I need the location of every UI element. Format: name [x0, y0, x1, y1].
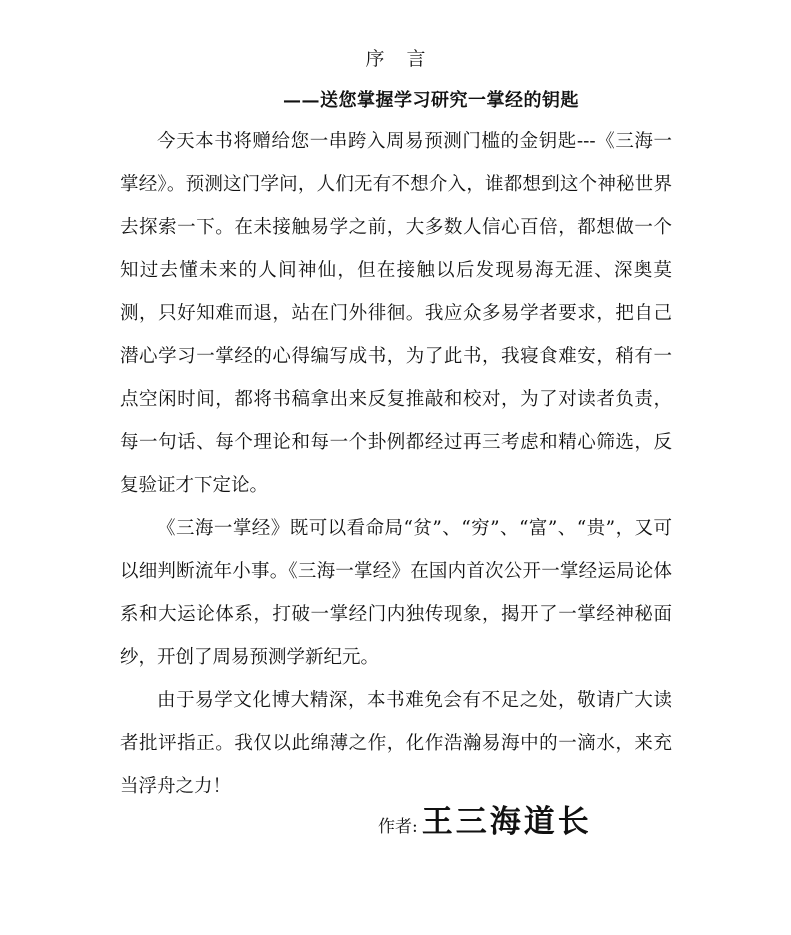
title-char-1: 序: [365, 48, 385, 70]
document-body: [120, 120, 672, 808]
paragraph-1: 今天本书将赠给您一串跨入周易预测门槛的金钥匙---《三海一掌经》。预测这门学问，人们无有不想介入，谁都想到这个神秘世界去探索一下。在未接触易学之前，大多数人信心百倍，都想做一个知过去懂未来的人间神仙，但在接触以后发现易海无涯、深奥莫测，只好知难而退，站在门外徘徊。我应众多易学者要求，把自己潜心学习一掌经的心得编写成书，为了此书，我寝食难安，稍有一点空闲时间，都将书稿拿出来反复推敲和校对，为了对读者负责，每一句话、每个理论和每一个卦例都经过再三考虑和精心筛选，反复验证才下定论。: [120, 131, 672, 496]
page-title: [0, 44, 791, 71]
author-signature: [378, 796, 592, 841]
title-char-2: 言: [406, 48, 426, 70]
author-label: 作者:: [378, 817, 418, 837]
author-name: 王三海道长: [421, 804, 592, 840]
paragraph-2: 《三海一掌经》既可以看命局“贫”、“穷”、“富”、“贵”，又可以细判断流年小事。《三海一掌经》在国内首次公开一掌经运局论体系和大运论体系，打破一掌经门内独传现象，揭开了一掌经神秘面纱，开创了周易预测学新纪元。: [120, 518, 672, 668]
page-subtitle: ——送您掌握学习研究一掌经的钥匙: [283, 90, 579, 111]
paragraph-3: 由于易学文化博大精深，本书难免会有不足之处，敬请广大读者批评指正。我仅以此绵薄之作，化作浩瀚易海中的一滴水，来充当浮舟之力！: [120, 690, 672, 797]
